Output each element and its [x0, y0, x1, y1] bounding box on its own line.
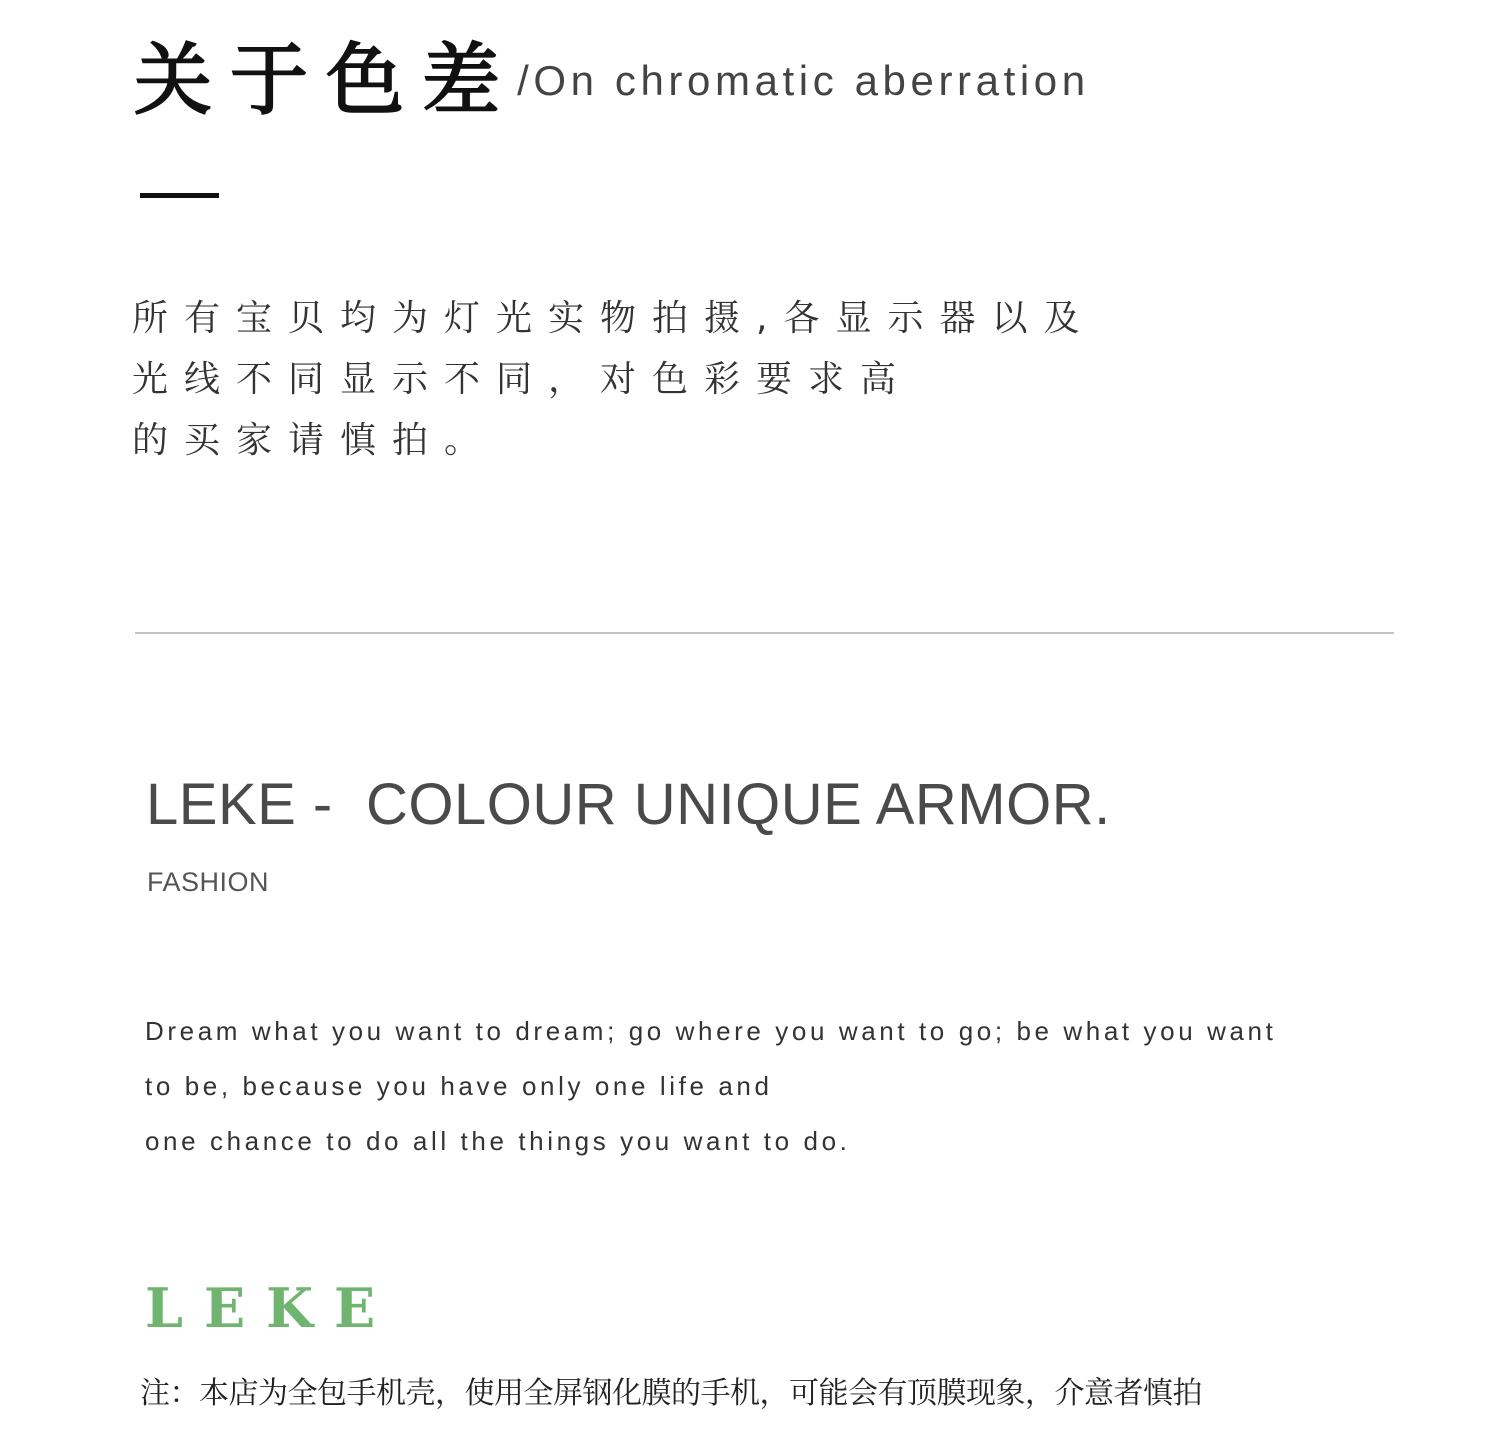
notice-line: 所有宝贝均为灯光实物拍摄,各显示器以及 — [132, 298, 1096, 339]
quote-line: to be, because you have only one life and — [145, 1071, 773, 1101]
brand-subtitle: FASHION — [147, 867, 270, 897]
notice-line: 的买家请慎拍。 — [132, 420, 497, 461]
brand-title: LEKE - COLOUR UNIQUE ARMOR. — [146, 772, 1111, 837]
quote-line: one chance to do all the things you want to do. — [145, 1126, 851, 1156]
brand-quote — [145, 1004, 1395, 1169]
color-difference-notice — [132, 288, 1132, 471]
footnote-text: 注：本店为全包手机壳，使用全屏钢化膜的手机，可能会有顶膜现象，介意者慎拍 — [140, 1376, 1202, 1411]
leke-logo: LEKE — [145, 1276, 397, 1340]
section-divider — [135, 632, 1394, 634]
heading-english-title: /On chromatic aberration — [517, 57, 1090, 104]
heading-chinese-title: 关于色差 — [134, 36, 519, 126]
notice-line: 光线不同显示不同，对色彩要求高 — [132, 359, 913, 400]
section-heading — [134, 36, 1090, 126]
heading-underline-divider — [140, 193, 219, 198]
quote-line: Dream what you want to dream; go where you want to go; be what you want — [145, 1016, 1277, 1046]
